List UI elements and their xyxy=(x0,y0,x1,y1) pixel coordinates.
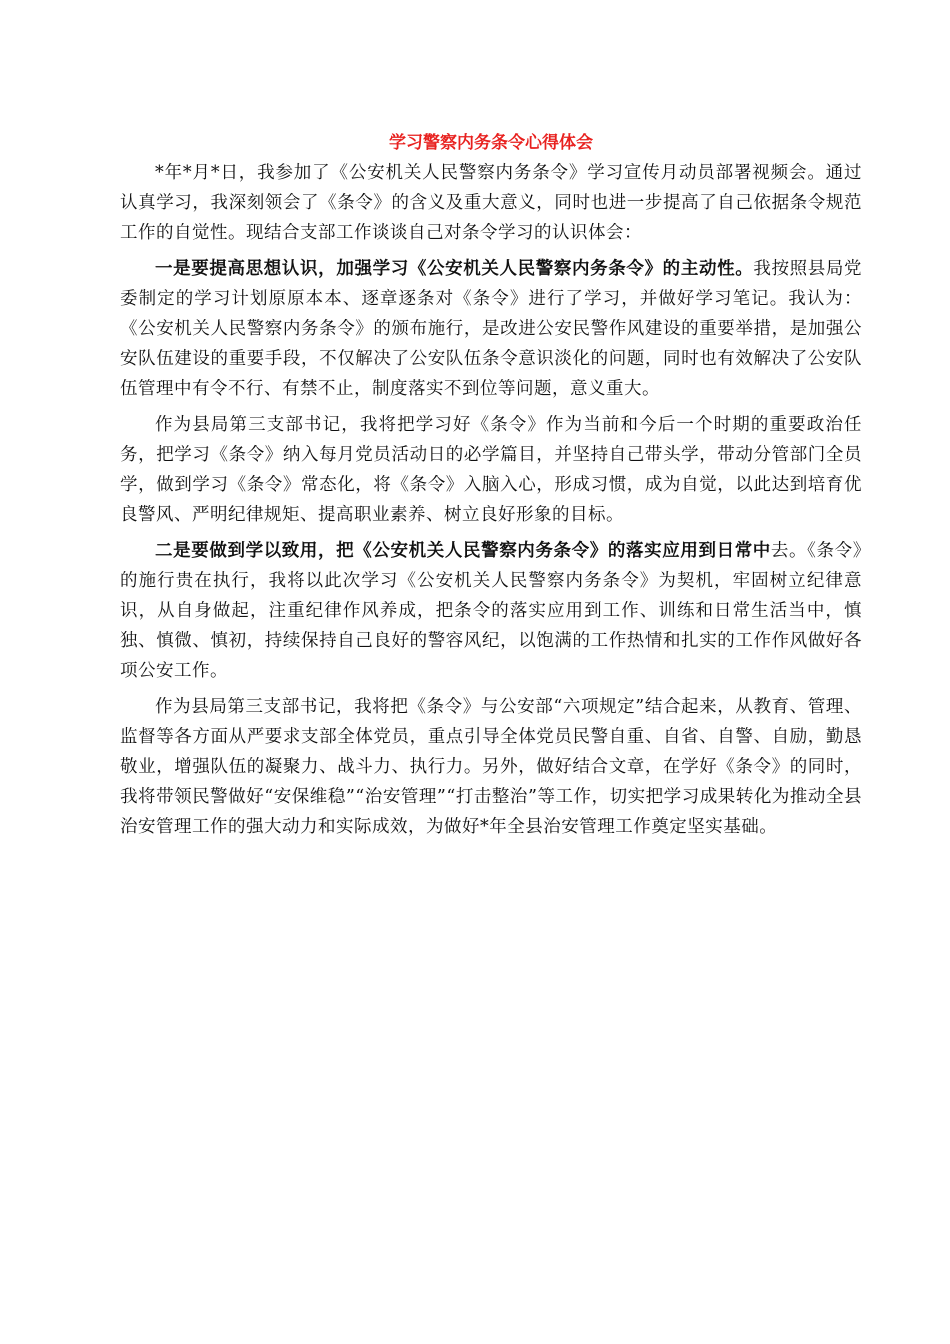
paragraph-point-one xyxy=(120,254,862,404)
paragraph-text: 作为县局第三支部书记，我将把学习好《条令》作为当前和今后一个时期的重要政治任务，把学习《条令》纳入每月党员活动日的必学篇目，并坚持自己带头学，带动分管部门全员学，做到学习《条令》常态化，将《条令》入脑入心，形成习惯，成为自觉，以此达到培育优良警风、严明纪律规矩、提高职业素养、树立良好形象的目标。 xyxy=(120,415,862,525)
paragraph-text: 作为县局第三支部书记，我将把《条令》与公安部“六项规定”结合起来，从教育、管理、监督等各方面从严要求支部全体党员，重点引导全体党员民警自重、自省、自警、自励，勤恳敬业，增强队伍的凝聚力、战斗力、执行力。另外，做好结合文章，在学好《条令》的同时，我将带领民警做好“安保维稳”“治安管理”“打击整治”等工作，切实把学习成果转化为推动全县治安管理工作的强大动力和实际成效，为做好*年全县治安管理工作奠定坚实基础。 xyxy=(120,697,862,837)
paragraph-text: 我按照县局党委制定的学习计划原原本本、逐章逐条对《条令》进行了学习，并做好学习笔记。我认为：《公安机关人民警察内务条令》的颁布施行，是改进公安民警作风建设的重要举措，是加强公安队伍建设的重要手段，不仅解决了公安队伍条令意识淡化的问题，同时也有效解决了公安队伍管理中有令不行、有禁不止，制度落实不到位等问题，意义重大。 xyxy=(120,259,863,399)
paragraph-point-two-detail xyxy=(120,692,862,842)
document-page xyxy=(120,128,862,842)
paragraph-lead: 二是要做到学以致用，把《公安机关人民警察内务条令》的落实应用到日常中 xyxy=(155,541,771,561)
paragraph-lead: 一是要提高思想认识，加强学习《公安机关人民警察内务条令》的主动性。 xyxy=(155,259,754,279)
paragraph-text: *年*月*日，我参加了《公安机关人民警察内务条令》学习宣传月动员部署视频会。通过认真学习，我深刻领会了《条令》的含义及重大意义，同时也进一步提高了自己依据条令规范工作的自觉性。现结合支部工作谈谈自己对条令学习的认识体会： xyxy=(120,163,862,243)
document-title: 学习警察内务条令心得体会 xyxy=(389,133,593,153)
paragraph-text: 去。《条令》的施行贵在执行，我将以此次学习《公安机关人民警察内务条令》为契机，牢固树立纪律意识，从自身做起，注重纪律作风养成，把条令的落实应用到工作、训练和日常生活当中，慎独、慎微、慎初，持续保持自己良好的警容风纪，以饱满的工作热情和扎实的工作作风做好各项公安工作。 xyxy=(120,541,862,681)
paragraph-point-one-detail xyxy=(120,410,862,530)
paragraph-point-two xyxy=(120,536,862,686)
paragraph-intro xyxy=(120,158,862,248)
